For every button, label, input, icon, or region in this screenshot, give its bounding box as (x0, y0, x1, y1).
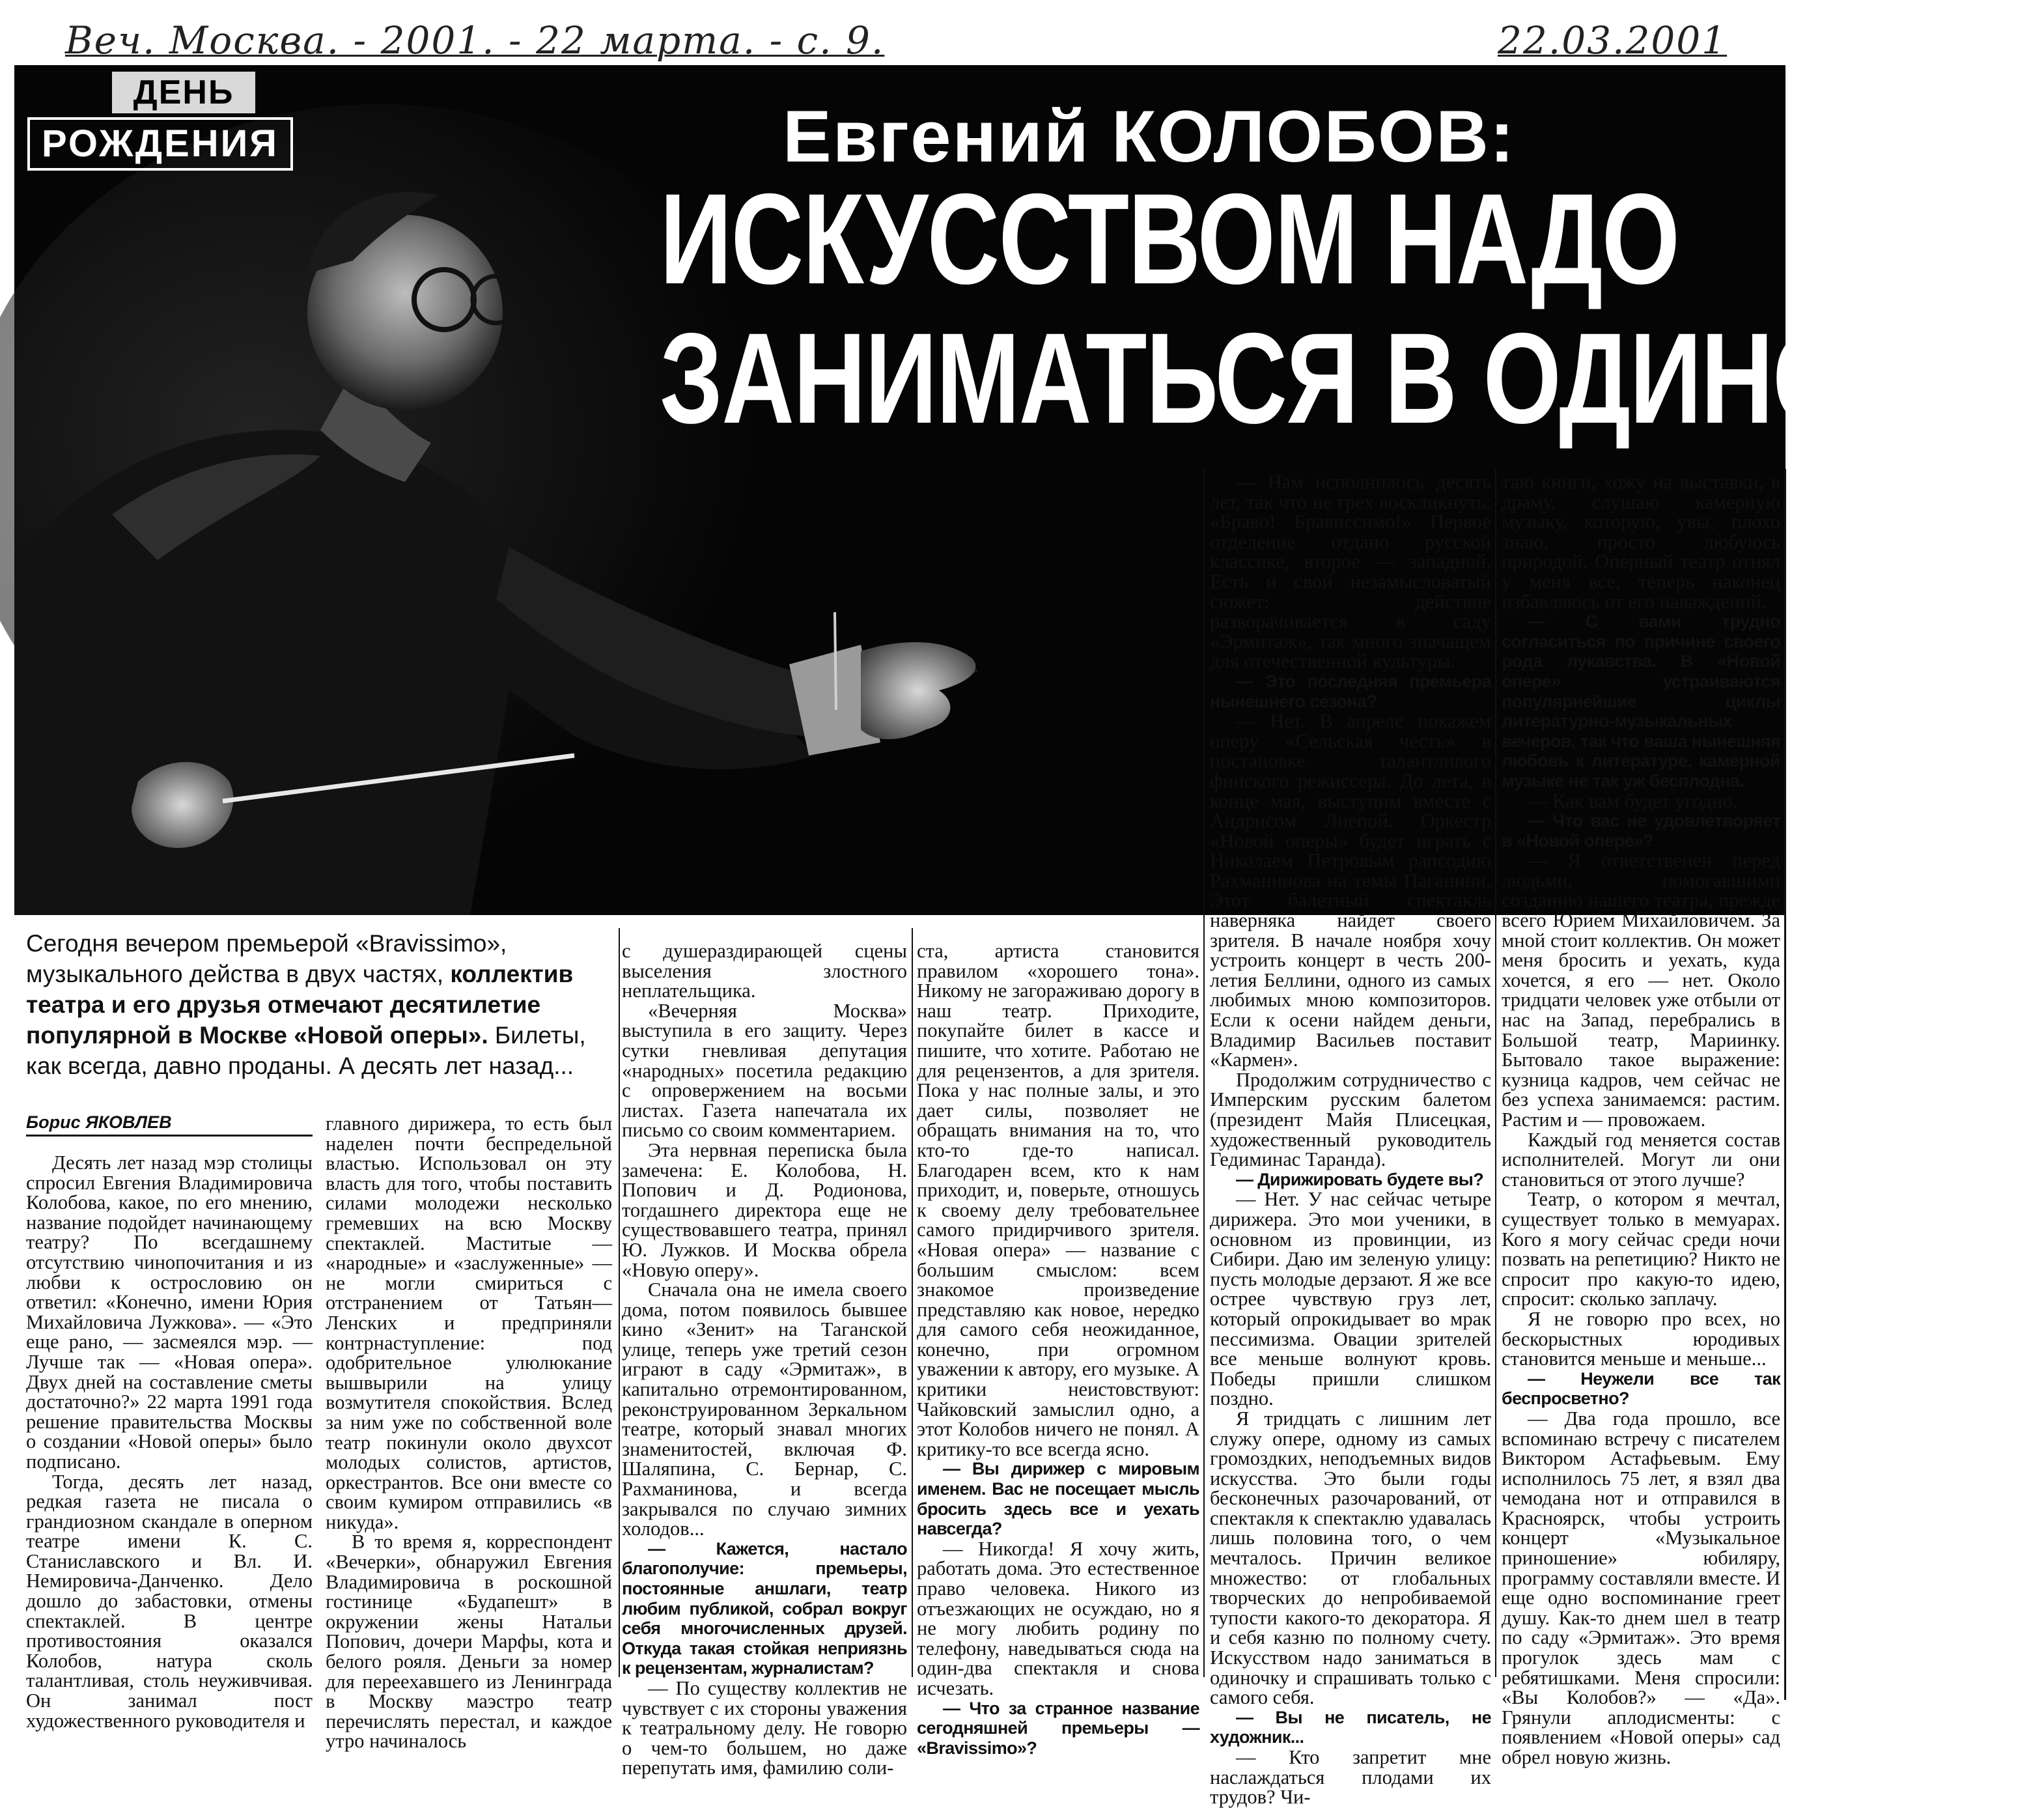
paragraph: Эта нервная переписка была замечена: Е. Колобова, Н. Попович и Д. Родионова, тогдашнего директора еще не существовавшего театра, принял Ю. Лужков. И Москва обрела «Новую оперу». (622, 1138, 907, 1281)
paragraph: — Два года прошло, все вспоминаю встречу с писателем Виктором Астафьевым. Ему исполнилось 75 лет, я взял два чемодана нот и отправился в Красноярск, чтобы устроить концерт «Музыкальное приношение» юбиляру, программу составляли вместе. И еще одно воспоминание греет душу. Как-то днем шел в театр по саду «Эрмитаж». Это время прогулок здесь мам с ребятишками. Меня спросили: «Вы Колобов?» — «Да». Грянули аплодисменты: с появлением «Новой оперы» сад обрел новую жизнь. (1502, 1407, 1780, 1768)
page-frame-right (1784, 469, 1786, 1700)
paragraph: — Никогда! Я хочу жить, работать дома. Это естественное право человека. Никого из отъезжающих не осуждаю, но я не могу любить родину по телефону, наведываться сюда на один-два спектакля и снова исчезать. (917, 1537, 1199, 1699)
rubric-top: ДЕНЬ (112, 72, 255, 113)
paragraph: Я тридцать с лишним лет служу опере, одному из самых громоздких, неподъемных видов искусства. Это были годы бесконечных разочарований, от спектакля к спектаклю удавалась лишь половина того, о чем мечталось. Причин великое множество: от глобальных творческих до непробиваемой тупости какого-то декоратора. Я и себя казню по полному счету. Искусством надо заниматься в одиночку и спрашивать только с самого себя. (1210, 1407, 1491, 1709)
article-column-6 (1502, 471, 1780, 1768)
paragraph: с душераздирающей сцены выселения злостного неплательщика. (622, 940, 907, 1002)
paragraph: — Нам исполнилось десять лет, так что не грех воскликнуть: «Браво! Брависсимо!» Первое отделение отдано русской классике, второе — западной. Есть и свой незамысловатый сюжет: действие разворачивается в саду «Эрмитаж», так много значащем для отечественной культуры. (1210, 471, 1491, 673)
paragraph: Я не говорю про всех, но бескорыстных юродивых становится меньше и меньше... (1502, 1307, 1780, 1370)
headline-kicker: Евгений КОЛОБОВ: (783, 96, 1516, 177)
headline-line-1: ИСКУССТВОМ НАДО (660, 167, 1679, 311)
paragraph: таю книги, хожу на выставки, в драму, слушаю камерную музыку, которую, увы, плохо знаю, просто любуюсь природой. Оперный театр отнял у меня все, теперь наконец избавляюсь от его наваждений. (1502, 471, 1780, 613)
paragraph: Тогда, десять лет назад, редкая газета не писала о грандиозном скандале в оперном театре имени К. С. Станиславского и Вл. И. Немировича-Данченко. Дело дошло до забастовки, отмены спектаклей. В центре противостояния оказался Колобов, натура сколь талантливая, столь неуживчивая. Он занимал пост художественного руководителя и (26, 1470, 313, 1732)
paragraph: ста, артиста становится правилом «хорошего тона». Никому не загораживаю дорогу в наш театр. Приходите, покупайте билет в кассе и пишите, что хотите. Работаю не для рецензентов, а для зрителя. Пока у нас полные залы, и это дает силы, позволяет не обращать внимания на то, что кто-то где-то написал. Благодарен всем, кто к нам приходит, и, поверьте, отношусь к своему делу требовательнее самого придирчивого зрителя. «Новая опера» — название с большим смыслом: всем знакомое произведение представляю как новое, нередко для самого себя неожиданное, конечно, при огромном уважении к автору, его музыке. А критики неистовствуют: Чайковский замыслил одно, а этот Колобов ничего не понял. А критику-то все всегда ясно. (917, 940, 1199, 1460)
paragraph: — По существу коллектив не чувствует с их стороны уважения к театральному делу. Не говорю о чем-то большем, но даже перепутать имя, фамилию соли- (622, 1676, 907, 1779)
interview-question: — Это последняя премьера нынешнего сезона? (1210, 671, 1491, 711)
lead-paragraph (26, 928, 612, 1081)
paragraph: Десять лет назад мэр столицы спросил Евгения Владимировича Колобова, какое, по его мнению, название подойдет начинающему театру? По всегдашнему отсутствию чинопочитания и из любви к острословию он ответил: «Конечно, имени Юрия Михайловича Лужкова». — «Это еще рано, — засмеялся мэр. — Лучше так — «Новая опера». Двух дней на составление сметы достаточно?» 22 марта 1991 года решение правительства Москвы о создании «Новой оперы» было подписано. (26, 1151, 313, 1473)
interview-question: — Что за странное название сегодняшней премьеры — «Bravissimo»? (917, 1698, 1199, 1758)
handwritten-source-note: Веч. Москва. - 2001. - 22 марта. - с. 9. (65, 18, 885, 63)
paragraph: — Нет. У нас сейчас четыре дирижера. Это мои ученики, в основном из провинции, из Сибири. Даю им зеленую улицу: пусть молодые дерзают. Я же все острее чувствую груз лет, который опрокидывает во мрак пессимизма. Овации зрителей все меньше волнуют кровь. Победы пришли слишком поздно. (1210, 1188, 1491, 1410)
paragraph: Театр, о котором я мечтал, существует только в мемуарах. Кого я могу сейчас среди ночи позвать на репетицию? Никто не спросит про какую-то идею, спросит: сколько заплачу. (1502, 1188, 1780, 1310)
interview-question: — Что вас не удовлетворяет в «Новой опере»? (1502, 811, 1780, 851)
interview-question: — Вы не писатель, не художник... (1210, 1707, 1491, 1747)
paragraph: Продолжим сотрудничество с Имперским русским балетом (президент Майя Плисецкая, художественный руководитель Гедиминас Таранда). (1210, 1068, 1491, 1171)
headline-line-2: ЗАНИМАТЬСЯ В ОДИНОЧКУ (660, 306, 2044, 450)
interview-question: — Неужели все так беспросветно? (1502, 1368, 1780, 1409)
paragraph: «Вечерняя Москва» выступила в его защиту. Через сутки гневливая депутация «народных» посетила редакцию с опровержением на восьми листах. Газета напечатала их письмо со своим комментарием. (622, 999, 907, 1142)
interview-question: — Дирижировать будете вы? (1236, 1169, 1484, 1189)
paragraph: Каждый год меняется состав исполнителей. Могут ли они становиться от этого лучше? (1502, 1128, 1780, 1191)
paragraph: — Кто запретит мне наслаждаться плодами их трудов? Чи- (1210, 1746, 1491, 1808)
interview-question: — С вами трудно согласиться по причине своего рода лукавства. В «Новой опере» устраиваются популярнейшие циклы литературно-музыкальных вечеров, так что ваша нынешняя любовь к литературе, камерной музыке не так уж бесплодна. (1502, 612, 1780, 791)
lead-text-part1: Сегодня вечером премьерой «Bravissimo», музыкального действа в двух частях, (26, 930, 507, 987)
article-column-3 (622, 940, 907, 1779)
paragraph: — Как вам будет угодно. (1528, 789, 1738, 812)
column-rule (1495, 469, 1496, 1677)
lead-text-bold: коллектив театра и его друзья отмечают десятилетие популярной в Москве «Новой оперы». (26, 961, 574, 1049)
article-column-2 (326, 1112, 612, 1753)
rubric-label (27, 72, 293, 171)
paragraph: В то время я, корреспондент «Вечерки», обнаружил Евгения Владимировича в роскошной гостинице «Будапешт» в окружении жены Натальи Попович, дочери Марфы, кота и белого рояля. Деньги за номер для переехавшего из Ленинграда в Москву маэстро театр перечислять перестал, и каждое утро начиналось (326, 1531, 612, 1753)
article-column-5 (1210, 471, 1491, 1808)
article-column-1 (26, 1151, 313, 1732)
paragraph: главного дирижера, то есть был наделен почти беспредельной властью. Использовал он эту власть для того, чтобы поставить силами молодежи несколько гремевших на всю Москву спектаклей. Маститые — «народные» и «заслуженные» — не могли смириться с отстранением от Татьян—Ленских и предприняли контрнаступление: под одобрительное улюлюкание вышвырили на улицу возмутителя спокойствия. Вслед за ним уже по собственной воле театр покинули около двухсот молодых солистов, артистов, оркестрантов. Все они вместе со своим кумиром отправились «в никуда». (326, 1112, 612, 1533)
interview-question: — Кажется, настало благополучие: премьеры, постоянные аншлаги, театр любим публикой, собрал вокруг себя многочисленных друзей. Откуда такая стойкая неприязнь к рецензентам, журналистам? (622, 1538, 907, 1678)
headline (522, 167, 2044, 450)
paragraph: — Нет. В апреле покажем оперу «Сельская честь» в постановке талантливого финского режиссера. До лета, в конце мая, выступим вместе с Андрисом Лиепой. Оркестр «Новой оперы» будет играть с Николаем Петровым рапсодию Рахманинова на темы Паганини. Этот балетный спектакль наверняка найдет своего зрителя. В начале ноября хочу устроить концерт в честь 200-летия Беллини, одного из самых любимых мною композиторов. Если к осени найдем деньги, Владимир Васильев поставит «Кармен». (1210, 710, 1491, 1071)
article-column-4 (917, 940, 1199, 1758)
column-rule (912, 928, 913, 1677)
handwritten-date-note: 22.03.2001 (1498, 18, 1728, 63)
lead-text-part2: Билеты, как всегда, давно проданы. А десять лет назад... (26, 1022, 586, 1079)
byline: Борис ЯКОВЛЕВ (26, 1112, 172, 1132)
column-rule (1203, 469, 1205, 1677)
paragraph: Сначала она не имела своего дома, потом появилось бывшее кино «Зенит» на Таганской улице, теперь уже третий сезон играют в саду «Эрмитаж», в капитально отремонтированном, реконструированном Зеркальном театре, который знавал многих знаменитостей, включая Ф. Шаляпина, С. Бернар, С. Рахманинова, и всегда закрывался по случаю зимних холодов... (622, 1278, 907, 1540)
column-rule (619, 928, 620, 1677)
paragraph: — Я ответственен перед людьми, помогавшими созданию нашего театра, прежде всего Юрием Михайловичем. За мной стоит коллектив. Он может меня бросить и уехать, куда хочется, я его — нет. Около тридцати человек уже отбыли от нас на Запад, перебрались в Большой театр, Мариинку. Бытовало такое выражение: кузница кадров, чем сейчас не без успеха занимаемся: растим. Растим и — провожаем. (1502, 849, 1780, 1131)
interview-question: — Вы дирижер с мировым именем. Вас не посещает мысль бросить здесь все и уехать навсегда? (917, 1459, 1199, 1539)
rubric-bottom: РОЖДЕНИЯ (27, 117, 293, 171)
byline-rule (26, 1135, 313, 1137)
